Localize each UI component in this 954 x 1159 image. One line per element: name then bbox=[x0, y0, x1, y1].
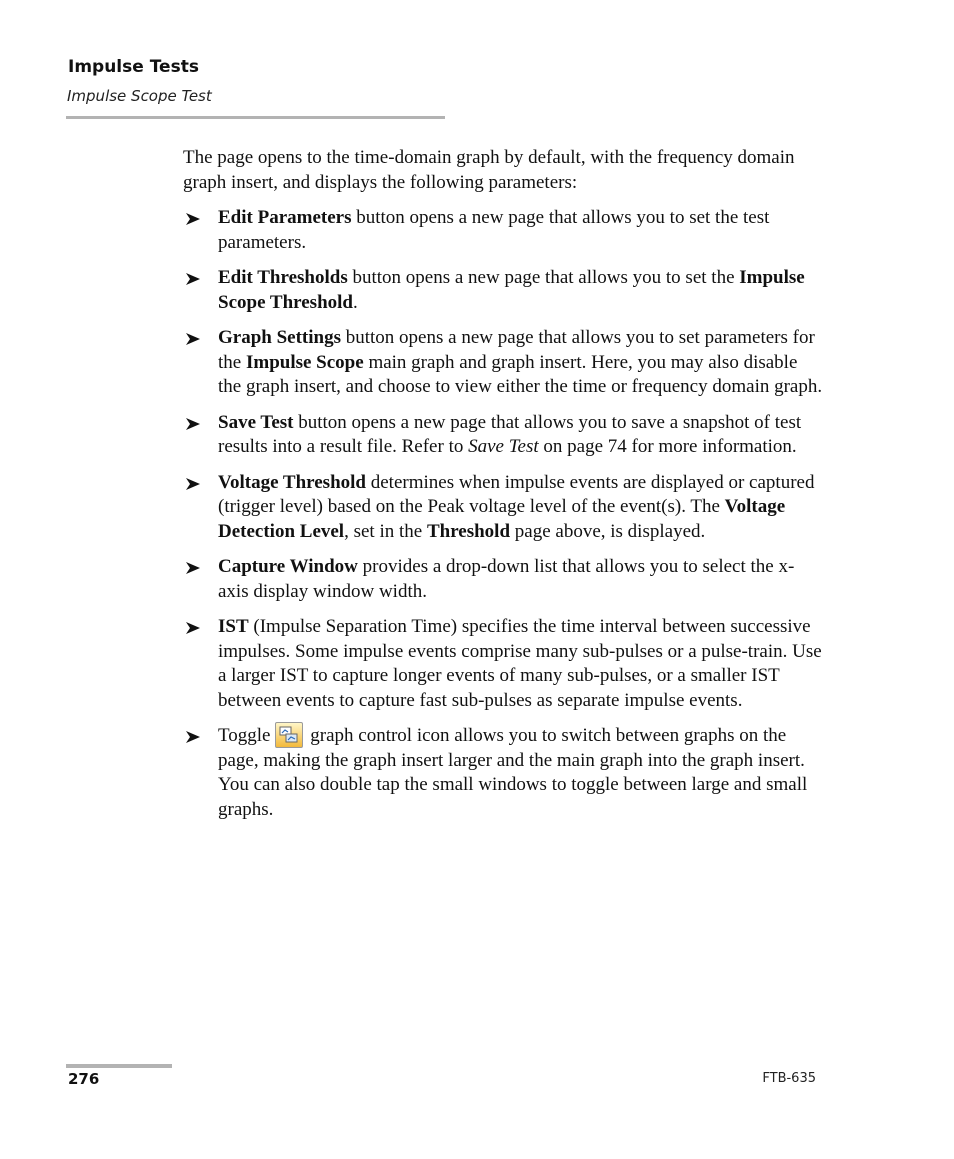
item-text: determines when impulse events are displayed or captured (trigger level) based on the Peak voltage level of the event(s). The bbox=[218, 471, 815, 517]
list-item bbox=[183, 724, 823, 822]
item-term: Edit Parameters bbox=[218, 207, 352, 228]
list-item bbox=[183, 206, 823, 255]
list-item bbox=[183, 615, 823, 713]
item-text-2: , set in the bbox=[344, 520, 427, 542]
item-text-3: page above, is displayed. bbox=[510, 520, 706, 542]
item-term-2: Impulse Scope bbox=[245, 351, 364, 373]
list-item bbox=[183, 266, 823, 315]
item-text: provides a drop-down list that allows you to select the x-axis display window width. bbox=[218, 556, 795, 602]
arrow-bullet-icon bbox=[185, 211, 201, 227]
arrow-bullet-icon bbox=[185, 560, 201, 576]
item-text: Toggle bbox=[218, 725, 271, 746]
item-term-2: Voltage Detection Level bbox=[218, 496, 786, 542]
arrow-bullet-icon bbox=[185, 620, 201, 636]
header-divider bbox=[66, 116, 445, 119]
item-term: Voltage Threshold bbox=[218, 471, 366, 493]
item-term-3: Threshold bbox=[426, 520, 511, 542]
list-item bbox=[183, 326, 823, 400]
item-term: Edit Thresholds bbox=[218, 267, 348, 288]
item-text-2: main graph and graph insert. Here, you may also disable the graph insert, and choose to view either the time or frequency domain graph. bbox=[218, 351, 823, 397]
list-item bbox=[183, 471, 823, 545]
arrow-bullet-icon bbox=[185, 729, 201, 745]
cross-reference-link[interactable]: Save Test bbox=[468, 436, 539, 457]
footer-divider bbox=[66, 1064, 172, 1068]
list-item bbox=[183, 555, 823, 604]
item-text: button opens a new page that allows you to save a snapshot of test results into a result file. Refer to bbox=[218, 411, 802, 457]
item-text: button opens a new page that allows you to set the test parameters. bbox=[218, 207, 770, 253]
item-term: IST bbox=[218, 616, 249, 637]
intro-paragraph: The page opens to the time-domain graph by default, with the frequency domain graph insert, and displays the following parameters: bbox=[183, 147, 795, 193]
arrow-bullet-icon bbox=[185, 416, 201, 432]
body-content bbox=[183, 146, 823, 833]
item-term: Save Test bbox=[218, 411, 294, 433]
item-term: Capture Window bbox=[218, 556, 358, 577]
arrow-bullet-icon bbox=[185, 331, 201, 347]
arrow-bullet-icon bbox=[185, 271, 201, 287]
list-item bbox=[183, 411, 823, 460]
item-term-2: Impulse Scope Threshold bbox=[218, 267, 805, 313]
page-number: 276 bbox=[68, 1070, 100, 1088]
graph-toggle-icon bbox=[275, 722, 303, 748]
item-text-2: graph control icon allows you to switch between graphs on the page, making the graph insert larger and the main graph into the graph insert. You can also double tap the small windows to toggle between large and small graphs. bbox=[218, 725, 808, 820]
item-text-2: on page 74 for more information. bbox=[538, 436, 797, 457]
chapter-title: Impulse Tests bbox=[68, 57, 199, 77]
section-title: Impulse Scope Test bbox=[67, 87, 212, 105]
arrow-bullet-icon bbox=[185, 476, 201, 492]
item-text: button opens a new page that allows you to set parameters for the bbox=[218, 327, 815, 373]
item-term: Graph Settings bbox=[218, 327, 341, 348]
product-name: FTB-635 bbox=[762, 1071, 816, 1086]
item-text-2: . bbox=[352, 291, 358, 313]
item-text: button opens a new page that allows you to set the bbox=[347, 267, 740, 288]
item-text: (Impulse Separation Time) specifies the time interval between successive impulses. Some impulse events comprise many sub-pulses or a pulse-train. Use a larger IST to capture longer events of many sub-pulses, or a smaller IST between events to capture fast sub-pulses as separate impulse events. bbox=[218, 616, 822, 711]
